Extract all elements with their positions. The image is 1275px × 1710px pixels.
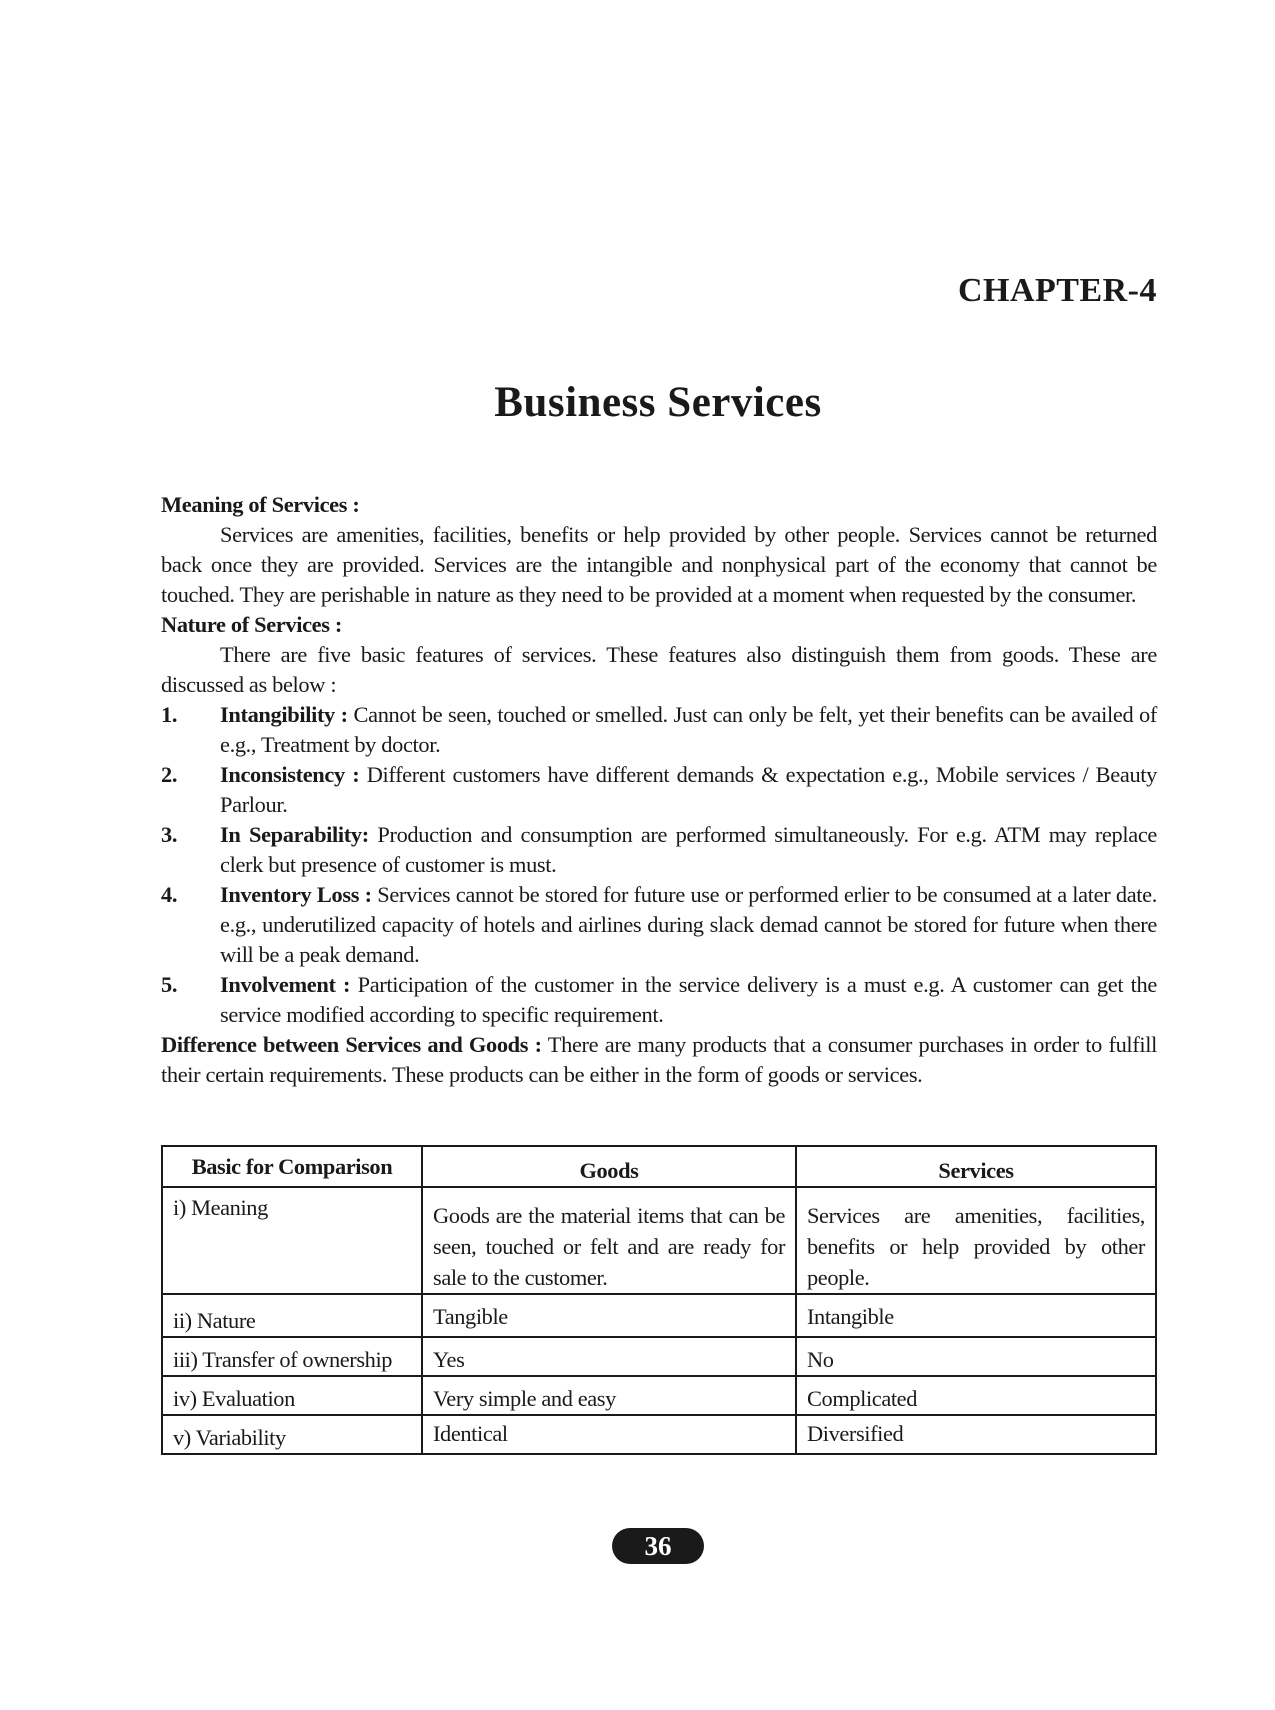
- table-row: [162, 1415, 1156, 1454]
- list-item-number: 4.: [161, 882, 178, 907]
- table-cell: No: [796, 1337, 1156, 1376]
- table-cell: Diversified: [796, 1415, 1156, 1454]
- list-item-term: Inconsistency :: [220, 762, 360, 787]
- table-row: [162, 1376, 1156, 1415]
- table-cell: Complicated: [796, 1376, 1156, 1415]
- table-cell: v) Variability: [162, 1415, 422, 1454]
- list-item: [161, 880, 1157, 970]
- table-cell: iii) Transfer of ownership: [162, 1337, 422, 1376]
- page-number: 36: [612, 1528, 704, 1564]
- column-header: Basic for Comparison: [162, 1146, 422, 1187]
- table-cell: Very simple and easy: [422, 1376, 796, 1415]
- list-item-term: Involvement :: [220, 972, 351, 997]
- list-item-text: Cannot be seen, touched or smelled. Just can only be felt, yet their benefits can be availed of e.g., Treatment by doctor.: [220, 702, 1158, 757]
- table-cell: ii) Nature: [162, 1294, 422, 1337]
- list-item: [161, 760, 1157, 820]
- table-cell: iv) Evaluation: [162, 1376, 422, 1415]
- table-cell: i) Meaning: [162, 1187, 422, 1294]
- main-content: [161, 490, 1157, 1090]
- difference-paragraph: [161, 1030, 1157, 1090]
- table-cell: Intangible: [796, 1294, 1156, 1337]
- features-list: [161, 700, 1157, 1030]
- table-header-row: [162, 1146, 1156, 1187]
- list-item-term: In Separability:: [220, 822, 369, 847]
- list-item: [161, 970, 1157, 1030]
- list-item-text: Services cannot be stored for future use or performed erlier to be consumed at a later date. e.g., underutilized capacity of hotels and airlines during slack demad cannot be stored for future when there will be a peak demand.: [220, 882, 1157, 967]
- list-item: [161, 820, 1157, 880]
- table-cell: Yes: [422, 1337, 796, 1376]
- chapter-label: CHAPTER-4: [957, 272, 1157, 309]
- table-cell: Tangible: [422, 1294, 796, 1337]
- list-item-number: 3.: [161, 822, 178, 847]
- list-item-number: 2.: [161, 762, 178, 787]
- list-item-text: Different customers have different demands & expectation e.g., Mobile services / Beauty Parlour.: [220, 762, 1158, 817]
- table-row: [162, 1187, 1156, 1294]
- table-row: [162, 1337, 1156, 1376]
- table-cell: Services are amenities, facilities, benefits or help provided by other people.: [796, 1187, 1156, 1294]
- difference-text: There are many products that a consumer purchases in order to fulfill their certain requirements. These products can be either in the form of goods or services.: [161, 1032, 1157, 1087]
- meaning-heading: Meaning of Services :: [161, 492, 360, 517]
- column-header: Goods: [422, 1146, 796, 1187]
- table-cell: Identical: [422, 1415, 796, 1454]
- comparison-table: [161, 1145, 1157, 1455]
- list-item-term: Inventory Loss :: [220, 882, 372, 907]
- page-title: Business Services: [494, 379, 822, 426]
- list-item-text: Participation of the customer in the service delivery is a must e.g. A customer can get the service modified according to specific requirement.: [220, 972, 1157, 1027]
- table-cell: Goods are the material items that can be seen, touched or felt and are ready for sale to the customer.: [422, 1187, 796, 1294]
- list-item-number: 1.: [161, 702, 178, 727]
- nature-heading: Nature of Services :: [161, 612, 342, 637]
- list-item-number: 5.: [161, 972, 178, 997]
- meaning-paragraph: Services are amenities, facilities, benefits or help provided by other people. Services cannot be returned back once they are provided. Services are the intangible and nonphysical part of the economy that cannot be touched. They are perishable in nature as they need to be provided at a moment when requested by the consumer.: [161, 522, 1157, 607]
- list-item: [161, 700, 1157, 760]
- list-item-term: Intangibility :: [220, 702, 348, 727]
- nature-intro: There are five basic features of services. These features also distinguish them from goods. These are discussed as below :: [161, 642, 1157, 697]
- difference-heading: Difference between Services and Goods :: [161, 1032, 542, 1057]
- list-item-text: Production and consumption are performed simultaneously. For e.g. ATM may replace clerk but presence of customer is must.: [220, 822, 1157, 877]
- column-header: Services: [796, 1146, 1156, 1187]
- table-row: [162, 1294, 1156, 1337]
